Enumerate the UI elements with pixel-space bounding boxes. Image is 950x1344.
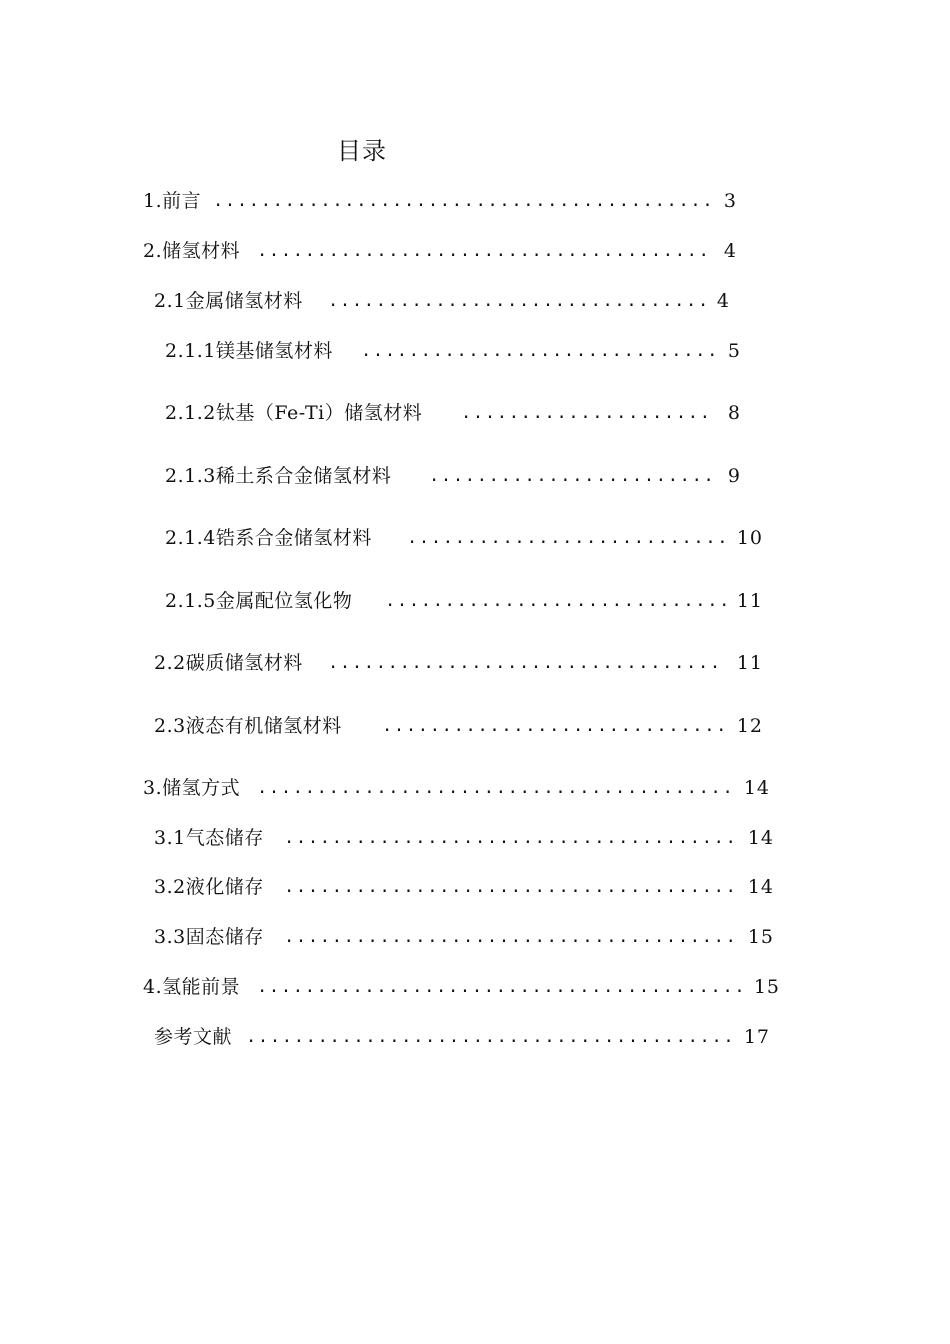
toc-entry-page: 4 (716, 290, 730, 312)
toc-leader-dots: ............................. (382, 716, 729, 736)
toc-entry-page: 9 (727, 465, 741, 487)
toc-leader-dots: ......................................... (257, 977, 747, 997)
toc-entry-label: 2.1.3稀土系合金储氢材料 (165, 465, 392, 487)
toc-entry-label: 2.储氢材料 (143, 240, 241, 262)
toc-entry-page: 5 (727, 340, 741, 362)
toc-leader-dots: ........................... (407, 528, 730, 548)
toc-entry-page: 14 (747, 876, 774, 898)
toc-leader-dots: ...................................... (284, 927, 738, 947)
toc-entry-page: 4 (723, 240, 737, 262)
toc-leader-dots: ......................................... (246, 1027, 736, 1047)
toc-leader-dots: ...................................... (257, 241, 711, 261)
toc-leader-dots: ........................ (429, 466, 716, 486)
toc-entry-label: 参考文献 (154, 1026, 233, 1048)
toc-entry-label: 2.3液态有机储氢材料 (154, 715, 342, 737)
toc-entry (154, 650, 763, 676)
toc-entry-label: 4.氢能前景 (143, 976, 241, 998)
toc-entry-page: 8 (727, 402, 741, 424)
toc-entry-label: 3.1气态储存 (154, 827, 264, 849)
toc-leader-dots: .............................. (361, 341, 720, 361)
toc-entry (165, 525, 763, 551)
toc-leader-dots: ........................................ (257, 778, 735, 798)
toc-entry-label: 2.1金属储氢材料 (154, 290, 303, 312)
toc-leader-dots: .......................................... (213, 191, 715, 211)
toc-entry-label: 2.1.2钛基（Fe-Ti）储氢材料 (165, 402, 423, 424)
toc-entry (143, 974, 780, 1000)
toc-leader-dots: ................................. (328, 653, 722, 673)
toc-leader-dots: ............................. (385, 591, 732, 611)
toc-entry-page: 10 (736, 527, 763, 549)
toc-entry (154, 924, 774, 950)
toc-entry-label: 3.2液化储存 (154, 876, 264, 898)
toc-entry (154, 288, 730, 314)
toc-entry-page: 11 (736, 652, 763, 674)
toc-entry (143, 238, 737, 264)
toc-entry (154, 713, 763, 739)
toc-entry-label: 2.2碳质储氢材料 (154, 652, 303, 674)
toc-entry (165, 588, 763, 614)
toc-entry (154, 874, 774, 900)
toc-leader-dots: ................................ (328, 291, 710, 311)
toc-entry-page: 3 (723, 190, 737, 212)
toc-entry-page: 17 (743, 1026, 770, 1048)
toc-entry-label: 2.1.5金属配位氢化物 (165, 590, 353, 612)
toc-leader-dots: ...................................... (284, 877, 738, 897)
toc-entry-page: 15 (747, 926, 774, 948)
toc-leader-dots: ...................................... (284, 828, 738, 848)
toc-entry-label: 2.1.4锆系合金储氢材料 (165, 527, 372, 549)
toc-entry (154, 1024, 770, 1050)
toc-entry-label: 3.3固态储存 (154, 926, 264, 948)
toc-entry-label: 2.1.1镁基储氢材料 (165, 340, 333, 362)
toc-entry-page: 15 (753, 976, 780, 998)
toc-entry-page: 14 (747, 827, 774, 849)
toc-title: 目录 (337, 137, 387, 165)
toc-entry-label: 3.储氢方式 (143, 777, 241, 799)
toc-entry-page: 11 (736, 590, 763, 612)
toc-entry (165, 338, 741, 364)
toc-leader-dots: ..................... (461, 403, 712, 423)
toc-entry (143, 775, 770, 801)
toc-entry (154, 825, 774, 851)
toc-entry-label: 1.前言 (143, 190, 202, 212)
toc-entry (165, 463, 741, 489)
toc-entry-page: 14 (743, 777, 770, 799)
toc-entry-page: 12 (736, 715, 763, 737)
toc-entry (165, 400, 741, 426)
toc-entry (143, 188, 737, 214)
